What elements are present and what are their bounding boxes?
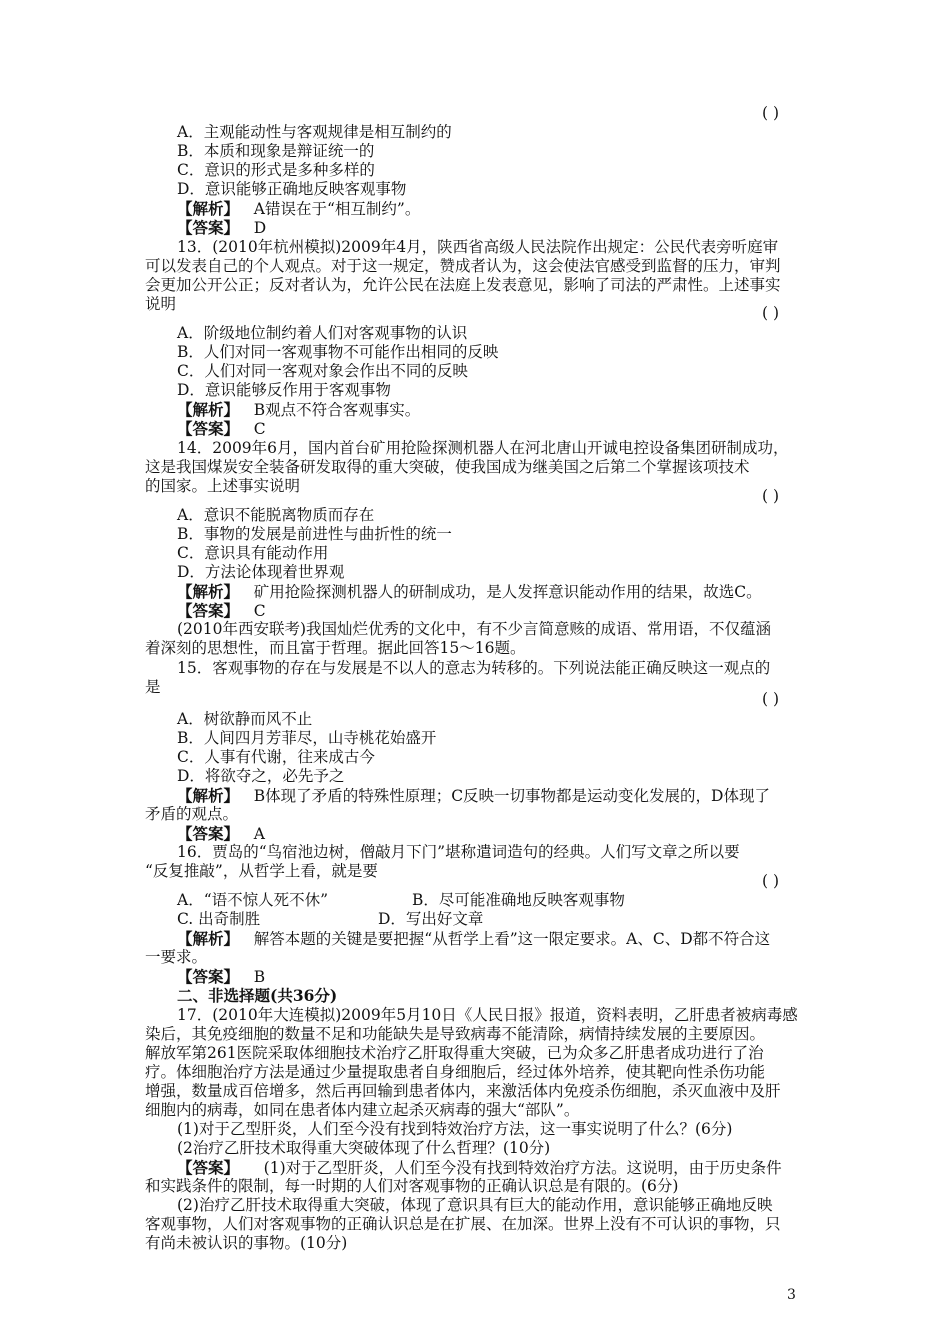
analysis-text: 矿用抢险探测机器人的研制成功，是人发挥意识能动作用的结果，故选C。 [253, 583, 762, 601]
q16-option-d: D．写出好文章 [378, 910, 484, 928]
q17-answer-line: 和实践条件的限制，每一时期的人们对客观事物的正确认识总是有限的。(6分) [145, 1177, 679, 1195]
q15-option-d: D．将欲夺之，必先予之 [177, 767, 345, 785]
answer-text: (1)对于乙型肝炎，人们至今没有找到特效治疗方法。这说明，由于历史条件 [263, 1159, 782, 1177]
answer-label: 【答案】 [177, 824, 240, 843]
analysis-label: 【解析】 [177, 786, 240, 805]
answer-parentheses: ( ) [762, 872, 780, 890]
q16-option-c: C. 出奇制胜 [177, 910, 261, 928]
q15-stem-line: 15．客观事物的存在与发展是不以人的意志为转移的。下列说法能正确反映这一观点的 [177, 659, 771, 677]
analysis-text: A错误在于“相互制约”。 [253, 200, 421, 218]
q15-analysis [177, 786, 770, 806]
q13-stem-line: 说明 [145, 295, 177, 313]
q12-option-a: A．主观能动性与客观规律是相互制约的 [177, 123, 452, 141]
q16-option-b: B．尽可能准确地反映客观事物 [412, 891, 625, 909]
q17-stem-line: 疗。体细胞治疗方法是通过少量提取患者自身细胞后，经过体外培养，使其靶向性杀伤功能 [145, 1063, 766, 1081]
q12-analysis [177, 199, 420, 219]
answer-label: 【答案】 [177, 967, 240, 986]
answer-label: 【答案】 [177, 1158, 240, 1177]
q17-answer-line: (2)治疗乙肝技术取得重大突破，体现了意识具有巨大的能动作用，意识能够正确地反映 [177, 1196, 773, 1214]
q17-stem-line: 17．(2010年大连模拟)2009年5月10日《人民日报》报道，资料表明，乙肝患者被病毒感 [177, 1006, 798, 1024]
q14-analysis [177, 582, 762, 602]
answer-text: A [253, 825, 265, 843]
answer-label: 【答案】 [177, 419, 240, 438]
q17-answer-line: 客观事物，人们对客观事物的正确认识总是在扩展、在加深。世界上没有不可认识的事物，只 [145, 1215, 781, 1233]
q15-analysis-cont: 矛盾的观点。 [145, 805, 239, 823]
q16-analysis-cont: 一要求。 [145, 948, 208, 966]
q17-stem-line: 解放军第261医院采取体细胞技术治疗乙肝取得重大突破，已为众多乙肝患者成功进行了治 [145, 1044, 764, 1062]
q12-option-b: B．本质和现象是辩证统一的 [177, 142, 375, 160]
analysis-label: 【解析】 [177, 582, 240, 601]
q13-option-a: A．阶级地位制约着人们对客观事物的认识 [177, 324, 468, 342]
analysis-label: 【解析】 [177, 400, 240, 419]
q16-stem-line: 16．贾岛的“鸟宿池边树，僧敲月下门”堪称遣词造句的经典。人们写文章之所以要 [177, 843, 740, 861]
answer-parentheses: ( ) [762, 104, 780, 122]
answer-text: B [253, 968, 266, 986]
analysis-text: 解答本题的关键是要把握“从哲学上看”这一限定要求。A、C、D都不符合这 [253, 930, 771, 948]
q17-stem-line: 增强，数量成百倍增多，然后再回输到患者体内，来激活体内免疫杀伤细胞，杀灭血液中及肝 [145, 1082, 781, 1100]
analysis-label: 【解析】 [177, 929, 240, 948]
answer-text: C [253, 602, 266, 620]
q17-sub-question-1: (1)对于乙型肝炎，人们至今没有找到特效治疗方法，这一事实说明了什么？(6分) [177, 1120, 733, 1138]
q13-stem-line: 13．(2010年杭州模拟)2009年4月，陕西省高级人民法院作出规定：公民代表旁听庭审 [177, 238, 779, 256]
section-heading: 二、非选择题(共36分) [177, 986, 338, 1005]
q14-option-a: A．意识不能脱离物质而存在 [177, 506, 375, 524]
q13-option-c: C．人们对同一客观对象会作出不同的反映 [177, 362, 468, 380]
q16-analysis [177, 929, 770, 949]
q17-stem-line: 细胞内的病毒，如同在患者体内建立起杀灭病毒的强大“部队”。 [145, 1101, 580, 1119]
analysis-text: B体现了矛盾的特殊性原理；C反映一切事物都是运动变化发展的，D体现了 [253, 787, 770, 805]
q13-answer [177, 419, 266, 439]
q13-option-d: D．意识能够反作用于客观事物 [177, 381, 391, 399]
q14-option-b: B．事物的发展是前进性与曲折性的统一 [177, 525, 452, 543]
analysis-text: B观点不符合客观事实。 [253, 401, 421, 419]
q16-answer [177, 967, 265, 987]
q15-stem-line: 是 [145, 678, 161, 696]
q16-stem-line: “反复推敲”，从哲学上看，就是要 [145, 862, 378, 880]
answer-label: 【答案】 [177, 218, 240, 237]
intro-line: 着深刻的思想性，而且富于哲理。据此回答15～16题。 [145, 639, 526, 657]
q14-stem-line: 这是我国煤炭安全装备研发取得的重大突破，使我国成为继美国之后第二个掌握该项技术 [145, 458, 750, 476]
answer-label: 【答案】 [177, 601, 240, 620]
q14-stem-line: 14．2009年6月，国内首台矿用抢险探测机器人在河北唐山开诚电控设备集团研制成功， [177, 439, 789, 457]
q14-stem-line: 的国家。上述事实说明 [145, 477, 301, 495]
q15-answer [177, 824, 265, 844]
q16-option-a: A．“语不惊人死不休” [177, 891, 329, 909]
answer-text: D [253, 219, 267, 237]
q13-stem-line: 可以发表自己的个人观点。对于这一规定，赞成者认为，这会使法官感受到监督的压力，审判 [145, 257, 781, 275]
q13-stem-line: 会更加公开公正；反对者认为，允许公民在法庭上发表意见，影响了司法的严肃性。上述事实 [145, 276, 781, 294]
q12-option-c: C．意识的形式是多种多样的 [177, 161, 375, 179]
q14-answer [177, 601, 266, 621]
q12-answer [177, 218, 266, 238]
analysis-label: 【解析】 [177, 199, 240, 218]
q12-option-d: D．意识能够正确地反映客观事物 [177, 180, 407, 198]
q15-option-c: C．人事有代谢，往来成古今 [177, 748, 375, 766]
q13-option-b: B．人们对同一客观事物不可能作出相同的反映 [177, 343, 499, 361]
q14-option-d: D．方法论体现着世界观 [177, 563, 345, 581]
q17-sub-question-2: (2治疗乙肝技术取得重大突破体现了什么哲理？(10分) [177, 1139, 551, 1157]
q17-answer [177, 1158, 782, 1178]
answer-parentheses: ( ) [762, 304, 780, 322]
q15-option-b: B．人间四月芳菲尽，山寺桃花始盛开 [177, 729, 437, 747]
q14-option-c: C．意识具有能动作用 [177, 544, 329, 562]
answer-parentheses: ( ) [762, 487, 780, 505]
page-number: 3 [787, 1287, 796, 1303]
q17-stem-line: 染后，其免疫细胞的数量不足和功能缺失是导致病毒不能清除，病情持续发展的主要原因。 [145, 1025, 766, 1043]
q13-analysis [177, 400, 420, 420]
answer-parentheses: ( ) [762, 690, 780, 708]
intro-line: (2010年西安联考)我国灿烂优秀的文化中，有不少言简意赅的成语、常用语，不仅蕴涵 [177, 620, 772, 638]
q15-option-a: A．树欲静而风不止 [177, 710, 313, 728]
q17-answer-line: 有尚未被认识的事物。(10分) [145, 1234, 348, 1252]
answer-text: C [253, 420, 266, 438]
